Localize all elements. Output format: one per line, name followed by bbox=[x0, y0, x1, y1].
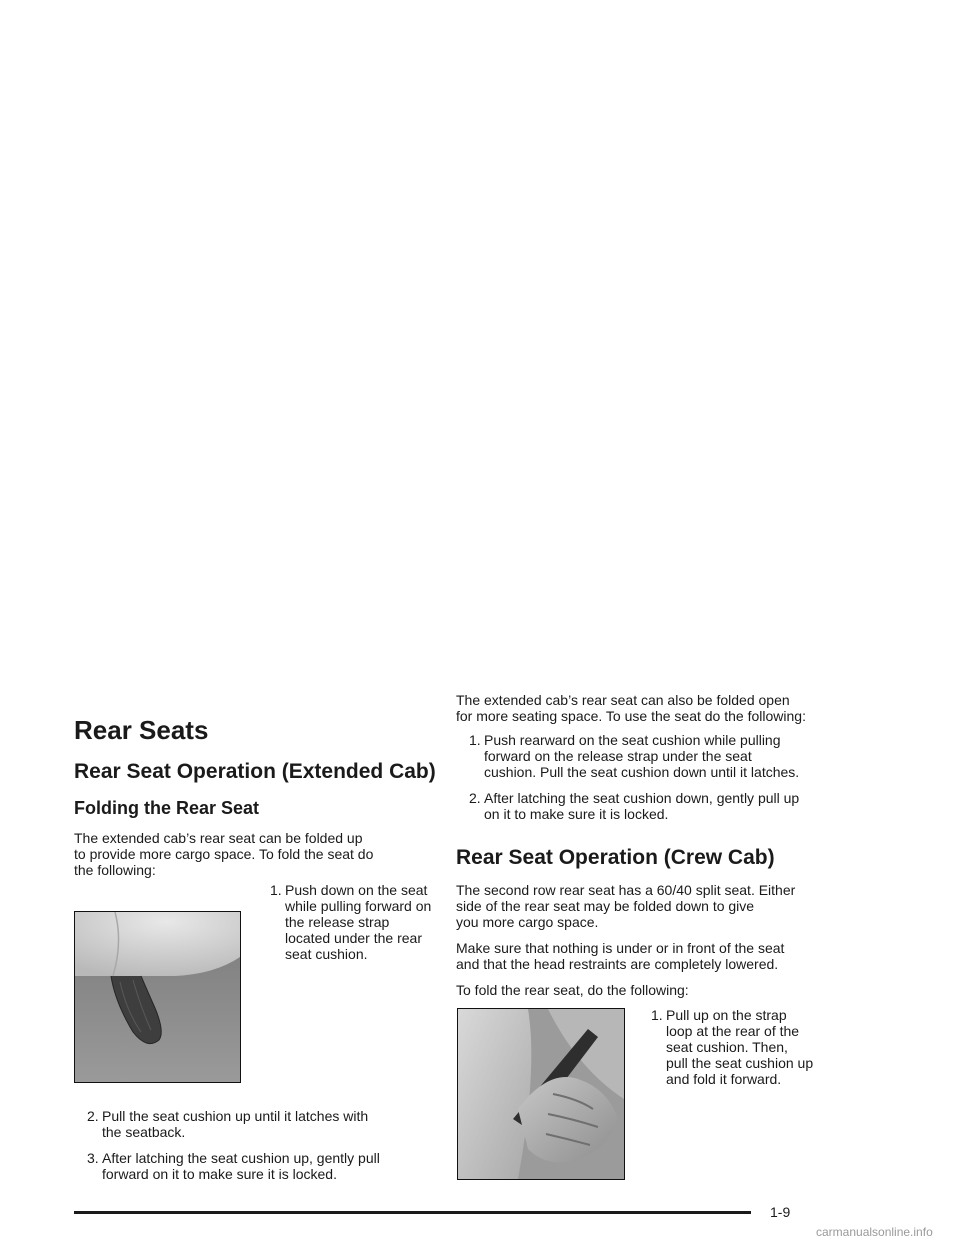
section-heading-crew-cab: Rear Seat Operation (Crew Cab) bbox=[456, 846, 775, 869]
release-strap-photo bbox=[74, 911, 241, 1083]
right-step-1: 1. Push rearward on the seat cushion while pulling forward on the release strap under the seat cushion. Pull the seat cushion down until it latches. bbox=[469, 732, 800, 780]
page-title: Rear Seats bbox=[74, 715, 209, 745]
crew-cab-step-1: 1. Pull up on the strap loop at the rear of the seat cushion. Then, pull the seat cushion up and fold it forward. bbox=[651, 1007, 814, 1087]
watermark: carmanualsonline.info bbox=[816, 1225, 933, 1239]
crew-cab-paragraph-3: To fold the rear seat, do the following: bbox=[456, 982, 689, 998]
subsection-heading-folding: Folding the Rear Seat bbox=[74, 798, 260, 818]
section-heading-extended-cab: Rear Seat Operation (Extended Cab) bbox=[74, 760, 436, 783]
left-column bbox=[74, 712, 436, 878]
strap-loop-illustration bbox=[458, 1009, 624, 1179]
intro-paragraph: The extended cab’s rear seat can be folded up to provide more cargo space. To fold the seat do the following: bbox=[74, 830, 374, 878]
crew-cab-paragraph-1: The second row rear seat has a 60/40 split seat. Either side of the rear seat may be folded down to give you more cargo space. bbox=[456, 882, 796, 930]
crew-cab-paragraph-2: Make sure that nothing is under or in front of the seat and that the head restraints are completely lowered. bbox=[456, 940, 785, 972]
right-column bbox=[456, 692, 826, 998]
left-steps-list bbox=[74, 1108, 436, 1182]
strap-loop-photo bbox=[457, 1008, 625, 1180]
left-step-1: 1. Push down on the seat while pulling forward on the release strap located under the rear seat cushion. bbox=[270, 882, 432, 962]
page-number: 1-9 bbox=[770, 1204, 791, 1220]
release-strap-illustration bbox=[75, 912, 240, 1082]
left-step-3: 3. After latching the seat cushion up, gently pull forward on it to make sure it is locked. bbox=[87, 1150, 380, 1182]
right-intro-paragraph: The extended cab’s rear seat can also be folded open for more seating space. To use the seat do the following: bbox=[456, 692, 806, 724]
right-step-2: 2. After latching the seat cushion down, gently pull up on it to make sure it is locked. bbox=[469, 790, 800, 822]
left-step-2: 2. Pull the seat cushion up until it latches with the seatback. bbox=[87, 1108, 369, 1140]
footer-rule bbox=[74, 1211, 751, 1214]
